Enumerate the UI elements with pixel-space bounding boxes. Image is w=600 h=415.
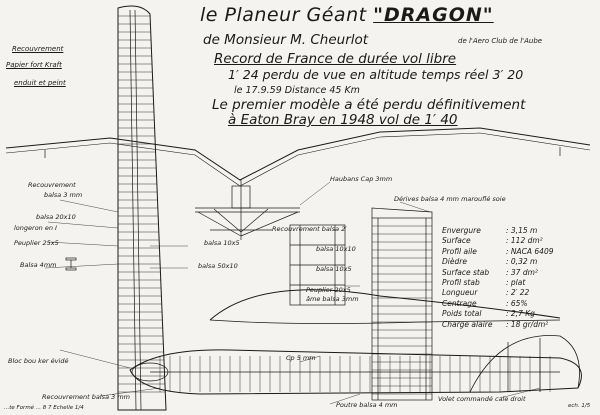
wing-front-view <box>6 128 590 186</box>
label-recouvrement-bottom: Recouvrement balsa 3 mm <box>42 393 130 401</box>
label-recouvrement-balsa-3-b: balsa 3 mm <box>44 191 83 199</box>
spec-value: : 2′ 22 <box>506 288 530 298</box>
label-balsa-4mm: Balsa 4mm <box>20 261 57 269</box>
label-balsa-10x10: balsa 10x10 <box>316 245 356 253</box>
spec-row <box>442 247 554 256</box>
spec-value: : 18 gr/dm² <box>506 319 549 329</box>
drawing-title: le Planeur Géant "DRAGON" <box>200 4 494 26</box>
label-bloc: Bloc bou ker évidé <box>8 357 69 365</box>
label-balsa-10x5-b: balsa 10x5 <box>316 265 352 273</box>
date-line: le 17.9.59 Distance 45 Km <box>234 85 360 96</box>
label-volet: Volet commandé cale droit <box>438 395 526 403</box>
spec-row <box>442 278 525 287</box>
spec-row <box>442 309 535 318</box>
label-recouvrement-balsa-3-a: Recouvrement <box>28 181 76 189</box>
label-longeron: longeron en I <box>14 224 57 232</box>
spar-section-detail <box>66 258 76 270</box>
label-peuplier-20x5: Peuplier 20x5 <box>306 286 351 294</box>
label-scale: ech. 1/5 <box>568 403 591 409</box>
time-line: 1′ 24 perdu de vue en altitude temps réel 3′ 20 <box>228 67 524 82</box>
label-peuplier: Peuplier 25x5 <box>14 239 59 247</box>
footer-text: ...te Formé ... 8 7 Echelle 1/4 <box>4 405 84 411</box>
spec-value: : NACA 6409 <box>506 246 554 256</box>
note-covering-1: Recouvrement <box>12 45 64 53</box>
label-poutre: Poutre balsa 4 mm <box>336 401 398 409</box>
spec-label: Centrage <box>442 298 477 308</box>
lost-line-2: à Eaton Bray en 1948 vol de 1′ 40 <box>228 112 458 128</box>
label-cp: Cp 5 mm <box>286 354 316 362</box>
stabilizer-plan-view <box>372 208 432 400</box>
spec-label: Charge alaire <box>442 319 493 329</box>
spec-row <box>442 299 528 308</box>
spec-value: : plat <box>506 278 526 287</box>
spec-row <box>442 236 543 245</box>
owner-line: de Monsieur M. Cheurlot <box>203 32 369 48</box>
spec-row <box>442 257 537 266</box>
spec-label: Profil stab <box>442 278 480 287</box>
club-line: de l'Aero Club de l'Aube <box>458 37 543 45</box>
label-balsa-10x5-a: balsa 10x5 <box>204 239 240 247</box>
spec-label: Longueur <box>442 288 478 298</box>
lost-line-1: Le premier modèle a été perdu définitivement <box>212 97 526 113</box>
label-ame-balsa: âme balsa 3mm <box>306 295 359 303</box>
wing-plan-view <box>118 6 166 410</box>
label-recouvrement-balsa-2: Recouvrement balsa 2′ <box>272 225 347 233</box>
note-covering-2: Papier fort Kraft <box>6 61 62 69</box>
spec-row <box>442 320 548 329</box>
spec-row <box>442 288 529 297</box>
spec-value: : 3,15 m <box>506 226 538 235</box>
record-line: Record de France de durée vol libre <box>214 51 457 67</box>
spec-value: : 112 dm² <box>506 236 543 246</box>
spec-label: Surface <box>442 236 471 246</box>
label-balsa-20x10: balsa 20x10 <box>36 213 76 221</box>
spec-label: Surface stab <box>442 267 490 277</box>
spec-label: Profil aile <box>442 246 477 256</box>
spec-label: Dièdre <box>442 257 467 267</box>
spec-label: Envergure <box>442 226 481 235</box>
spec-row <box>442 268 538 277</box>
label-balsa-50x10: balsa 50x10 <box>198 262 238 270</box>
spec-row <box>442 226 537 235</box>
label-derives: Dérives balsa 4 mm marouflé soie <box>394 195 506 203</box>
note-covering-3: enduit et peint <box>14 79 66 87</box>
spec-value: : 0,32 m <box>506 257 538 267</box>
spec-value: : 65% <box>506 298 528 308</box>
spec-value: : 37 dm² <box>506 267 538 277</box>
spec-value: : 2,7 Kg <box>506 309 535 319</box>
label-haubans: Haubans Cap 3mm <box>330 175 393 183</box>
spec-label: Poids total <box>442 309 482 319</box>
